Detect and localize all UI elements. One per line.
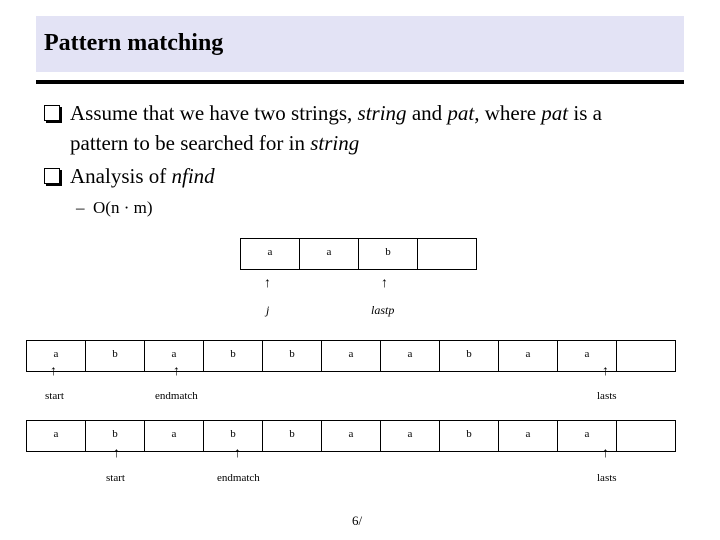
string-cell: a bbox=[321, 420, 381, 452]
string-cell: b bbox=[439, 340, 499, 372]
string-cell: a bbox=[144, 340, 204, 372]
label-lasts: lasts bbox=[597, 390, 617, 402]
bullet-text-italic: string bbox=[310, 131, 360, 155]
sub-dash: – bbox=[76, 198, 85, 217]
label-endmatch: endmatch bbox=[217, 472, 260, 484]
bullet-text: Analysis of bbox=[70, 164, 172, 188]
bullet-text-italic: pat bbox=[447, 101, 475, 125]
bullet-text: is a bbox=[568, 101, 602, 125]
string-cell: a bbox=[26, 420, 86, 452]
string-cell: a bbox=[26, 340, 86, 372]
checkbox-bullet-icon bbox=[44, 168, 60, 184]
string-cell: a bbox=[557, 340, 617, 372]
bullet-text: , where bbox=[474, 101, 542, 125]
title-banner bbox=[36, 16, 684, 72]
pointer-label-lastp: lastp bbox=[371, 303, 395, 317]
checkbox-bullet-icon bbox=[44, 105, 60, 121]
string-cell: a bbox=[498, 340, 558, 372]
pattern-array bbox=[240, 238, 477, 270]
up-arrow-icon: ↑ bbox=[173, 364, 180, 379]
string-cell: b bbox=[85, 420, 145, 452]
label-start: start bbox=[45, 390, 64, 402]
label-start: start bbox=[106, 472, 125, 484]
title-divider bbox=[36, 80, 684, 84]
sub-item bbox=[76, 198, 152, 218]
page-title: Pattern matching bbox=[44, 30, 224, 56]
string-array bbox=[26, 340, 676, 372]
pattern-cell: b bbox=[358, 238, 418, 270]
string-cell: b bbox=[439, 420, 499, 452]
bullet-text: pattern to be searched for in bbox=[70, 131, 311, 155]
up-arrow-icon: ↑ bbox=[381, 276, 388, 291]
bullet-text: Assume that we have two strings, bbox=[70, 101, 358, 125]
string-cell: b bbox=[262, 420, 322, 452]
bullet-text-italic: string bbox=[357, 101, 407, 125]
bullet-2 bbox=[44, 161, 215, 191]
pattern-cell: a bbox=[240, 238, 300, 270]
up-arrow-icon: ↑ bbox=[50, 364, 57, 379]
string-cell: a bbox=[144, 420, 204, 452]
up-arrow-icon: ↑ bbox=[234, 446, 241, 461]
string-cell: a bbox=[321, 340, 381, 372]
bullet-text-italic: nfind bbox=[171, 164, 215, 188]
label-endmatch: endmatch bbox=[155, 390, 198, 402]
bullet-1 bbox=[44, 98, 602, 158]
string-array bbox=[26, 420, 676, 452]
bullet-text-italic: pat bbox=[541, 101, 569, 125]
string-cell: b bbox=[203, 420, 263, 452]
string-cell: a bbox=[380, 340, 440, 372]
string-cell: b bbox=[262, 340, 322, 372]
bullet-text: and bbox=[406, 101, 448, 125]
string-cell: b bbox=[85, 340, 145, 372]
up-arrow-icon: ↑ bbox=[113, 446, 120, 461]
up-arrow-icon: ↑ bbox=[602, 446, 609, 461]
pointer-label-j: j bbox=[266, 303, 270, 317]
pattern-cell: a bbox=[299, 238, 359, 270]
complexity-text: O(n · m) bbox=[93, 198, 153, 217]
up-arrow-icon: ↑ bbox=[602, 364, 609, 379]
string-cell: b bbox=[203, 340, 263, 372]
up-arrow-icon: ↑ bbox=[264, 276, 271, 291]
page-number: 6/ bbox=[352, 513, 363, 528]
string-cell: a bbox=[498, 420, 558, 452]
string-cell: a bbox=[557, 420, 617, 452]
string-cell bbox=[616, 340, 676, 372]
pattern-cell bbox=[417, 238, 477, 270]
string-cell bbox=[616, 420, 676, 452]
string-cell: a bbox=[380, 420, 440, 452]
label-lasts: lasts bbox=[597, 472, 617, 484]
